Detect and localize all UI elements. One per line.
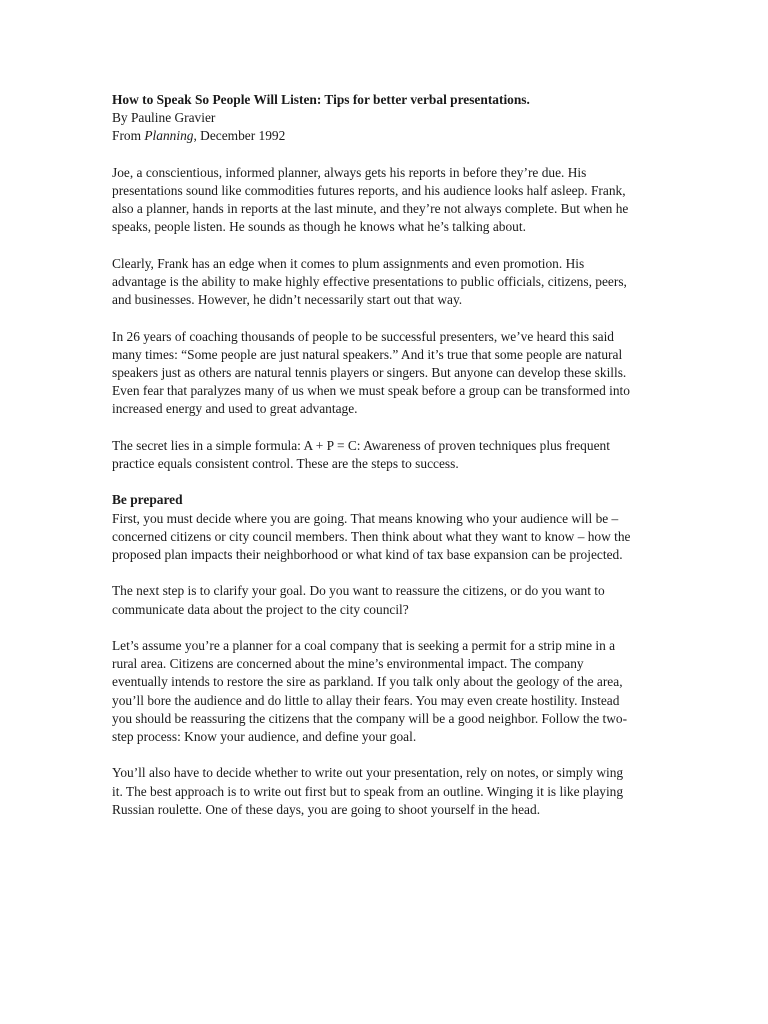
paragraph-8: You’ll also have to decide whether to write out your presentation, rely on notes, or simply wing it. The best approach is to write out first but to speak from an outline. Winging it is like playing Russian roulette. One of these days, you are going to shoot yourself in the head. [112,765,624,817]
paragraph-1: Joe, a conscientious, informed planner, always gets his reports in before they’re due. His presentations sound like commodities futures reports, and his audience looks half asleep. Frank, also a planner, hands in reports at the last minute, and they’re not always complete. But when he speaks, people listen. He sounds as though he knows what he’s talking about. [112,164,629,235]
source-publication: Planning [144,128,194,144]
section-heading: Be prepared [112,492,183,508]
paragraph-6: The next step is to clarify your goal. Do you want to reassure the citizens, or do you want to communicate data about the project to the city council? [112,583,605,617]
paragraph-3: In 26 years of coaching thousands of people to be successful presenters, we’ve heard this said many times: “Some people are just natural speakers.” And it’s true that some people are natural speakers just as others are natural tennis players or singers. But anyone can develop these skills. Even fear that paralyzes many of us when we must speak before a group can be transformed into increased energy and used to great advantage. [112,328,630,417]
paragraph-2: Clearly, Frank has an edge when it comes to plum assignments and even promotion. His advantage is the ability to make highly effective presentations to public officials, citizens, peers, and businesses. However, he didn’t necessarily start out that way. [112,255,627,308]
document-page [112,91,632,837]
document-header [112,91,632,146]
paragraph-7: Let’s assume you’re a planner for a coal company that is seeking a permit for a strip mine in a rural area. Citizens are concerned about the mine’s environmental impact. The company eventually intends to restore the sire as parkland. If you talk only about the geology of the area, you’ll bore the audience and do little to allay their fears. You may even create hostility. Instead you should be reassuring the citizens that the company will be a good neighbor. Follow the two-step process: Know your audience, and define your goal. [112,637,628,744]
paragraph-5: First, you must decide where you are going. That means knowing who your audience will be – concerned citizens or city council members. Then think about what they want to know – how the proposed plan impacts their neighborhood or what kind of tax base expansion can be projected. [112,510,631,562]
section-be-prepared [112,491,632,564]
byline: By Pauline Gravier [112,110,216,126]
source-line [112,127,632,145]
paragraph-4: The secret lies in a simple formula: A + P = C: Awareness of proven techniques plus frequent practice equals consistent control. These are the steps to success. [112,437,610,471]
source-date: , December 1992 [193,128,286,144]
source-prefix: From [112,128,145,144]
document-title: How to Speak So People Will Listen: Tips for better verbal presentations. [112,92,530,107]
